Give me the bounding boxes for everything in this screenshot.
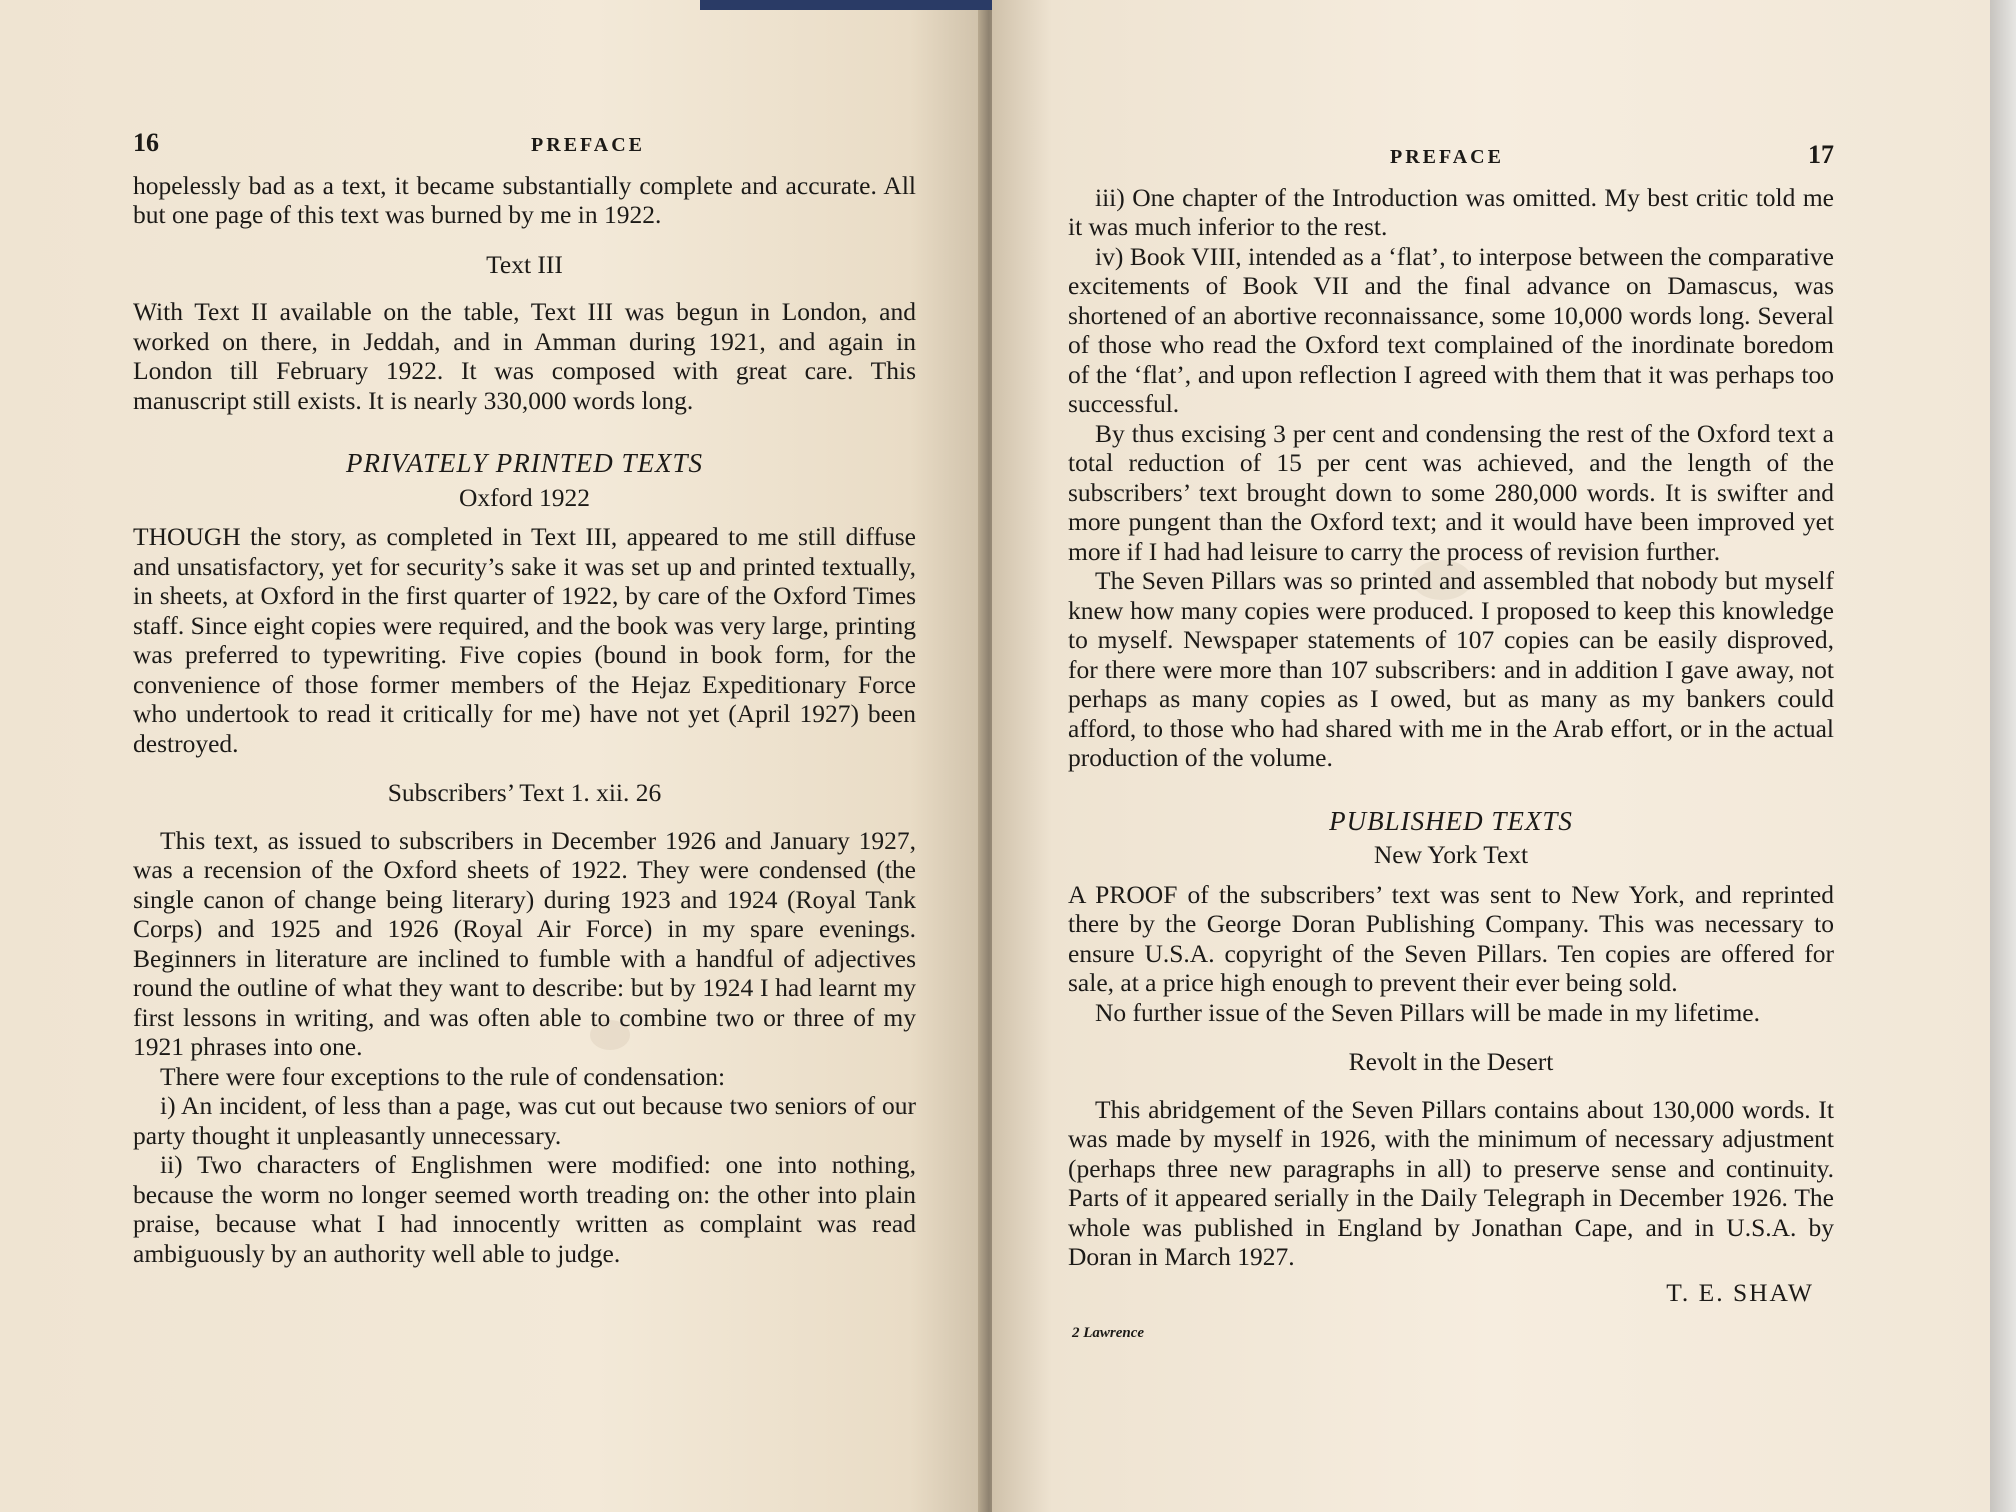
book-cover-edge [700,0,1030,10]
exception-3: iii) One chapter of the Introduction was omitted. My best critic told me it was much inferior to the rest. [1068,182,1834,241]
excising-paragraph: By thus excising 3 per cent and condensing the rest of the Oxford text a total reduction of 15 per cent was achieved, and the length of the subscribers’ text brought down to some 280,000 words. It is swifter and more pungent than the Oxford text; and it would have been improved yet more if I had had leisure to carry the process of revision further. [1068,418,1834,566]
text3-heading: Text III [486,249,563,279]
exceptions-intro: There were four exceptions to the rule of condensation: [160,1061,726,1091]
exception-1: i) An incident, of less than a page, was cut out because two seniors of our party thought it unpleasantly unnecessary. [133,1091,916,1150]
exception-2: ii) Two characters of Englishmen were modified: one into nothing, because the worm no longer seemed worth treading on: the other into plain praise, because what I had innocently written as complaint was read ambiguously by an authority well able to judge. [133,1150,916,1268]
new-york-paragraph: A PROOF of the subscribers’ text was sent to New York, and reprinted there by the George Doran Publishing Company. This was necessary to ensure U.S.A. copyright of the Seven Pillars. Ten copies are offered for sale, at a price high enough to prevent their ever being sold. [1068,879,1834,997]
oxford-paragraph: THOUGH the story, as completed in Text III, appeared to me still diffuse and unsatisfactory, yet for security’s sake it was set up and printed textually, in sheets, at Oxford in the first quarter of 1922, by care of the Oxford Times staff. Since eight copies were required, and the book was very large, printing was preferred to typewriting. Five copies (bound in book form, for the convenience of those former members of the Hejaz Expeditionary Force who undertook to read it critically for me) have not yet (April 1927) been destroyed. [133,522,916,758]
left-page-number: 16 [133,128,159,157]
right-page-number: 17 [1808,140,1834,169]
privately-printed-heading: PRIVATELY PRINTED TEXTS [346,448,703,478]
left-running-head [133,128,645,161]
right-running-head [1068,140,1834,173]
published-heading: PUBLISHED TEXTS [1329,805,1573,836]
left-running-title: PREFACE [531,134,645,156]
new-york-heading: New York Text [1373,840,1529,869]
copies-paragraph: The Seven Pillars was so printed and assembled that nobody but myself knew how many copies were produced. I proposed to keep this knowledge to myself. Newspaper statements of 107 copies can be easily disproved, for there were more than 107 subscribers: and in addition I gave away, not perhaps as many copies as I owed, but as many as my bankers could afford, to those who had shared with me in the Arab effort, or in the actual production of the volume. [1068,566,1834,772]
text3-paragraph: With Text II available on the table, Text III was begun in London, and worked on there, in Jeddah, and in Amman during 1921, and again in London till February 1922. It was composed with great care. This manuscript still exists. It is nearly 330,000 words long. [133,297,916,415]
signature: T. E. SHAW [1666,1277,1814,1307]
revolt-paragraph: This abridgement of the Seven Pillars contains about 130,000 words. It was made by myself in 1926, with the minimum of necessary adjustment (perhaps three new paragraphs in all) to preserve sense and continuity. Parts of it appeared serially in the Daily Telegraph in December 1926. The whole was published in England by Jonathan Cape, and in U.S.A. by Doran in March 1927. [1068,1094,1834,1271]
exception-4: iv) Book VIII, intended as a ‘flat’, to interpose between the comparative excitements of Book VII and the final advance on Damascus, was shortened of an abortive reconnaissance, some 10,000 words long. Several of those who read the Oxford text complained of the inordinate boredom of the ‘flat’, and upon reflection I agreed with them that it was perhaps too successful. [1068,241,1834,418]
oxford-heading: Oxford 1922 [458,482,591,512]
subscribers-heading: Subscribers’ Text 1. xii. 26 [387,778,662,807]
signature-mark-footnote: 2 Lawrence [1072,1325,1145,1341]
left-page-text [133,128,916,1268]
no-further-paragraph: No further issue of the Seven Pillars will be made in my lifetime. [1095,997,1760,1027]
right-page-text [1068,140,1834,1307]
left-page [0,0,988,1512]
revolt-heading: Revolt in the Desert [1348,1047,1554,1076]
right-running-title: PREFACE [1390,146,1504,168]
intro-paragraph: hopelessly bad as a text, it became substantially complete and accurate. All but one page of this text was burned by me in 1922. [133,170,916,229]
subscribers-paragraph: This text, as issued to subscribers in December 1926 and January 1927, was a recension of the Oxford sheets of 1922. They were condensed (the single canon of change being literary) during 1923 and 1924 (Royal Tank Corps) and 1925 and 1926 (Royal Air Force) in my spare evenings. Beginners in literature are inclined to fumble with a handful of adjectives round the outline of what they want to describe: but by 1924 I had learnt my first lessons in writing, and was often able to combine two or three of my 1921 phrases into one. [133,825,916,1061]
background-edge [1990,0,2016,1512]
